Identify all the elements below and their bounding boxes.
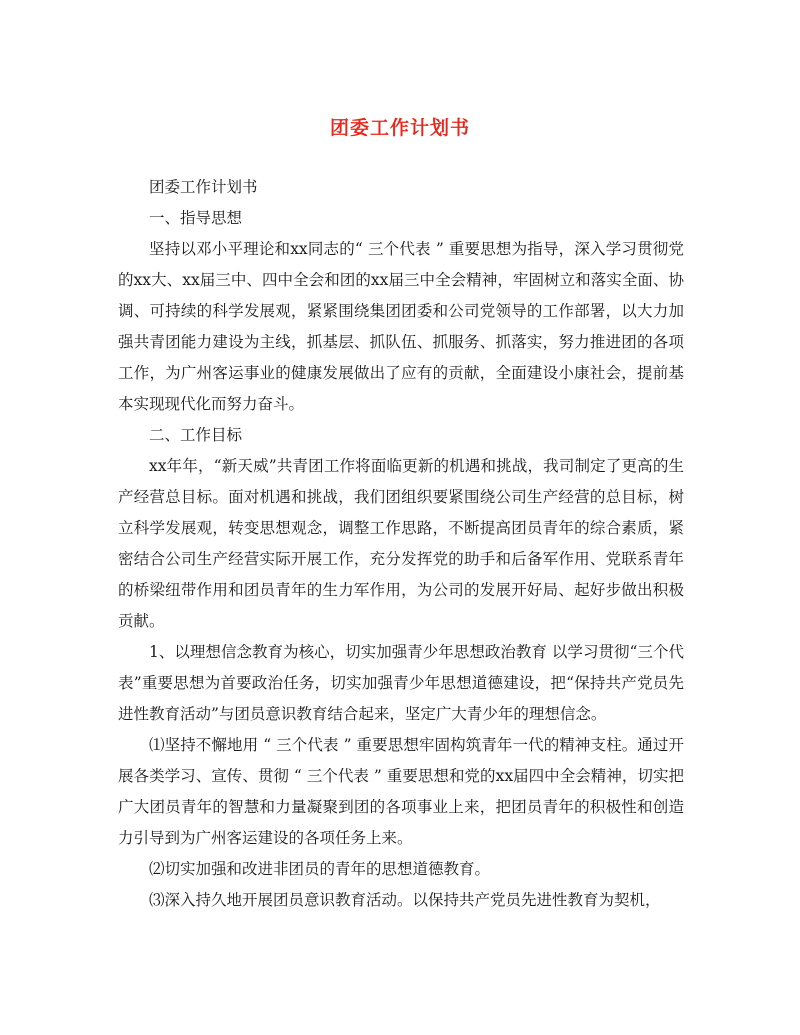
document-title: 团委工作计划书 xyxy=(329,117,470,139)
paragraph-guiding-thought: 坚持以邓小平理论和xx同志的“ 三个代表 ” 重要思想为指导，深入学习贯彻党的xx大、xx届三中、四中全会和团的xx届三中全会精神，牢固树立和落实全面、协调、可持续的科学发展观，紧紧围绕集团团委和公司党领导的工作部署，以大力加强共青团能力建设为主线，抓基层、抓队伍、抓服务、抓落实，努力推进团的各项工作，为广州客运事业的健康发展做出了应有的贡献，全面建设小康社会，提前基本实现现代化而努力奋斗。 xyxy=(118,240,684,413)
paragraph-subitem-2: ⑵切实加强和改进非团员的青年的思想道德教育。 xyxy=(149,860,491,878)
paragraph-subitem-1: ⑴坚持不懈地用 “ 三个代表 ” 重要思想牢固构筑青年一代的精神支柱。通过开展各类学习、宣传、贯彻 “ 三个代表 ” 重要思想和党的xx届四中全会精神，切实把广大团员青年的智慧和力量凝聚到团的各项事业上来，把团员青年的积极性和创造力引导到为广州客运建设的各项任务上来。 xyxy=(118,736,684,847)
paragraph-work-goals: xx年年，“新天威”共青团工作将面临更新的机遇和挑战，我司制定了更高的生产经营总目标。面对机遇和挑战，我们团组织要紧围绕公司生产经营的总目标，树立科学发展观，转变思想观念，调整工作思路，不断提高团员青年的综合素质，紧密结合公司生产经营实际开展工作，充分发挥党的助手和后备军作用、党联系青年的桥梁纽带作用和团员青年的生力军作用，为公司的发展开好局、起好步做出积极贡献。 xyxy=(118,457,684,630)
section-heading-work-goals: 二、工作目标 xyxy=(149,426,243,444)
paragraph-subitem-3: ⑶深入持久地开展团员意识教育活动。以保持共产党员先进性教育为契机， xyxy=(149,891,661,909)
section-heading-guiding-thought: 一、指导思想 xyxy=(149,209,243,227)
doc-heading-paragraph: 团委工作计划书 xyxy=(149,178,258,196)
document-body xyxy=(118,172,684,916)
paragraph-item-1: 1、以理想信念教育为核心，切实加强青少年思想政治教育 以学习贯彻“三个代表”重要思想为首要政治任务，切实加强青少年思想道德建设，把“保持共产党员先进性教育活动”与团员意识教育结合起来，坚定广大青少年的理想信念。 xyxy=(118,643,684,723)
